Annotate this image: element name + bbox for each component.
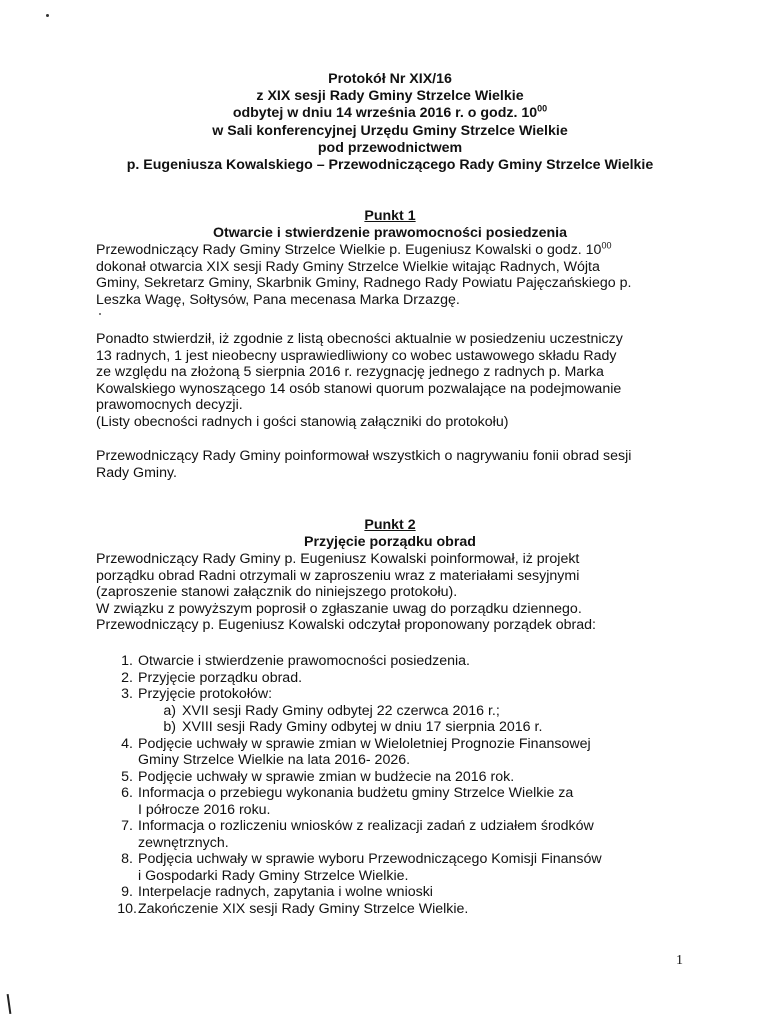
punkt1-paragraph-1 [96, 242, 696, 308]
agenda-text: Podjęcie uchwały w sprawie zmian w budżecie na 2016 rok. [138, 768, 515, 785]
agenda-text: XVIII sesji Rady Gminy odbytej w dniu 17 sierpnia 2016 r. [182, 719, 543, 735]
text-line: Leszka Wagę, Sołtysów, Pana mecenasa Marka Drzazgę. [96, 291, 460, 308]
agenda-item [96, 736, 696, 769]
text-line: Przewodniczący p. Eugeniusz Kowalski odczytał proponowany porządek obrad: [96, 617, 596, 633]
header-line: p. Eugeniusza Kowalskiego – Przewodniczącego Rady Gminy Strzelce Wielkie [126, 157, 654, 174]
agenda-text: Zakończenie XIX sesji Rady Gminy Strzelce Wielkie. [138, 900, 469, 917]
agenda-text: XVII sesji Rady Gminy odbytej 22 czerwca 2016 r.; [182, 702, 500, 719]
text-line: ze względu na złożoną 5 sierpnia 2016 r. rezygnację jednego z radnych p. Marka [96, 364, 604, 380]
agenda-number: 10. [117, 900, 137, 917]
agenda-text: Przyjęcie protokołów: [138, 686, 273, 702]
header-line: z XIX sesji Rady Gminy Strzelce Wielkie [256, 88, 524, 105]
agenda-item [96, 884, 696, 901]
punkt2-title: Przyjęcie porządku obrad [304, 534, 476, 550]
punkt1-paragraph-2 [96, 331, 696, 430]
agenda-subitem [96, 703, 696, 720]
text-line: Przewodniczący Rady Gminy poinformował wszystkich o nagrywaniu fonii obrad sesji [96, 448, 632, 464]
agenda-number: 6. [121, 785, 133, 801]
text-line: 13 radnych, 1 jest nieobecny usprawiedliwiony co wobec ustawowego składu Rady [96, 347, 617, 364]
text-line: Przewodniczący Rady Gminy p. Eugeniusz Kowalski poinformował, iż projekt [96, 551, 580, 567]
header-line: Protokół Nr XIX/16 [328, 71, 452, 87]
agenda-text: Informacja o rozliczeniu wniosków z realizacji zadań z udziałem środków [138, 818, 594, 834]
agenda-text: Interpelacje radnych, zapytania i wolne wnioski [138, 884, 433, 900]
agenda-number: a) [163, 702, 176, 719]
agenda-item [96, 851, 696, 884]
text-line: dokonał otwarcia XIX sesji Rady Gminy Strzelce Wielkie witając Radnych, Wójta [96, 258, 600, 275]
text-line: (Listy obecności radnych i gości stanowią załączniki do protokołu) [96, 413, 509, 430]
agenda-text: I półrocze 2016 roku. [138, 801, 271, 818]
agenda-item [96, 653, 696, 670]
agenda-text: Gminy Strzelce Wielkie na lata 2016- 2026. [138, 752, 411, 768]
protocol-header [90, 71, 690, 174]
agenda-number: 7. [121, 818, 133, 834]
text-line: W związku z powyższym poprosił o zgłaszanie uwag do porządku dziennego. [96, 600, 582, 617]
agenda-text: zewnętrznych. [138, 834, 229, 851]
agenda-item [96, 670, 696, 687]
punkt1-heading [90, 208, 690, 242]
scan-speck [99, 313, 101, 315]
punkt2-label: Punkt 2 [364, 517, 416, 533]
agenda-text: Podjęcie uchwały w sprawie zmian w Wieloletniej Prognozie Finansowej [138, 735, 591, 752]
punkt1-paragraph-3 [96, 448, 696, 481]
agenda-number: 8. [121, 851, 133, 867]
text-line: prawomocnych decyzji. [96, 397, 243, 413]
agenda-item [96, 769, 696, 786]
scan-speck [46, 14, 49, 17]
text-line: Przewodniczący Rady Gminy Strzelce Wielkie p. Eugeniusz Kowalski o godz. $10^{00}$ [96, 240, 612, 258]
agenda-number: b) [163, 719, 176, 735]
agenda-number: 2. [121, 669, 133, 686]
agenda-item [96, 785, 696, 818]
agenda-list [96, 653, 696, 917]
text-line: Gminy, Sekretarz Gminy, Skarbnik Gminy, Radnego Rady Powiatu Pajęczańskiego p. [96, 275, 632, 291]
agenda-number: 1. [121, 653, 133, 669]
agenda-text: Otwarcie i stwierdzenie prawomocności posiedzenia. [138, 653, 470, 669]
agenda-text: Podjęcia uchwały w sprawie wyboru Przewodniczącego Komisji Finansów [138, 851, 602, 867]
agenda-item [96, 901, 696, 918]
agenda-number: 9. [121, 884, 133, 900]
agenda-subitem [96, 719, 696, 736]
agenda-text: i Gospodarki Rady Gminy Strzelce Wielkie. [138, 867, 409, 884]
agenda-number: 5. [121, 768, 133, 785]
agenda-text: Informacja o przebiegu wykonania budżetu gminy Strzelce Wielkie za [138, 785, 574, 801]
text-line: Kowalskiego wynoszącego 14 osób stanowi quorum pozwalające na podejmowanie [96, 380, 622, 397]
time-superscript: 00 [537, 103, 548, 114]
text-line: Rady Gminy. [96, 464, 177, 481]
punkt1-label: Punkt 1 [364, 208, 416, 224]
time-superscript: 00 [601, 240, 612, 251]
punkt1-title: Otwarcie i stwierdzenie prawomocności posiedzenia [212, 225, 567, 241]
text-line: porządku obrad Radni otrzymali w zaproszeniu wraz z materiałami sesyjnymi [96, 567, 580, 584]
header-line: pod przewodnictwem [317, 139, 463, 156]
agenda-item [96, 686, 696, 703]
scan-edge-mark [7, 994, 12, 1014]
agenda-text: Przyjęcie porządku obrad. [138, 669, 303, 686]
agenda-item [96, 818, 696, 851]
punkt2-heading [90, 517, 690, 551]
header-line: odbytej w dniu 14 września 2016 r. o godz. $10^{00}$ [232, 103, 548, 122]
text-line: Ponadto stwierdził, iż zgodnie z listą obecności aktualnie w posiedzeniu uczestniczy [96, 331, 623, 347]
punkt2-paragraph-1 [96, 551, 696, 634]
header-line: w Sali konferencyjnej Urzędu Gminy Strzelce Wielkie [212, 122, 568, 139]
page-number: 1 [676, 953, 683, 968]
agenda-number: 4. [121, 735, 133, 752]
text-line: (zaproszenie stanowi załącznik do niniejszego protokołu). [96, 584, 458, 600]
agenda-number: 3. [121, 686, 133, 702]
